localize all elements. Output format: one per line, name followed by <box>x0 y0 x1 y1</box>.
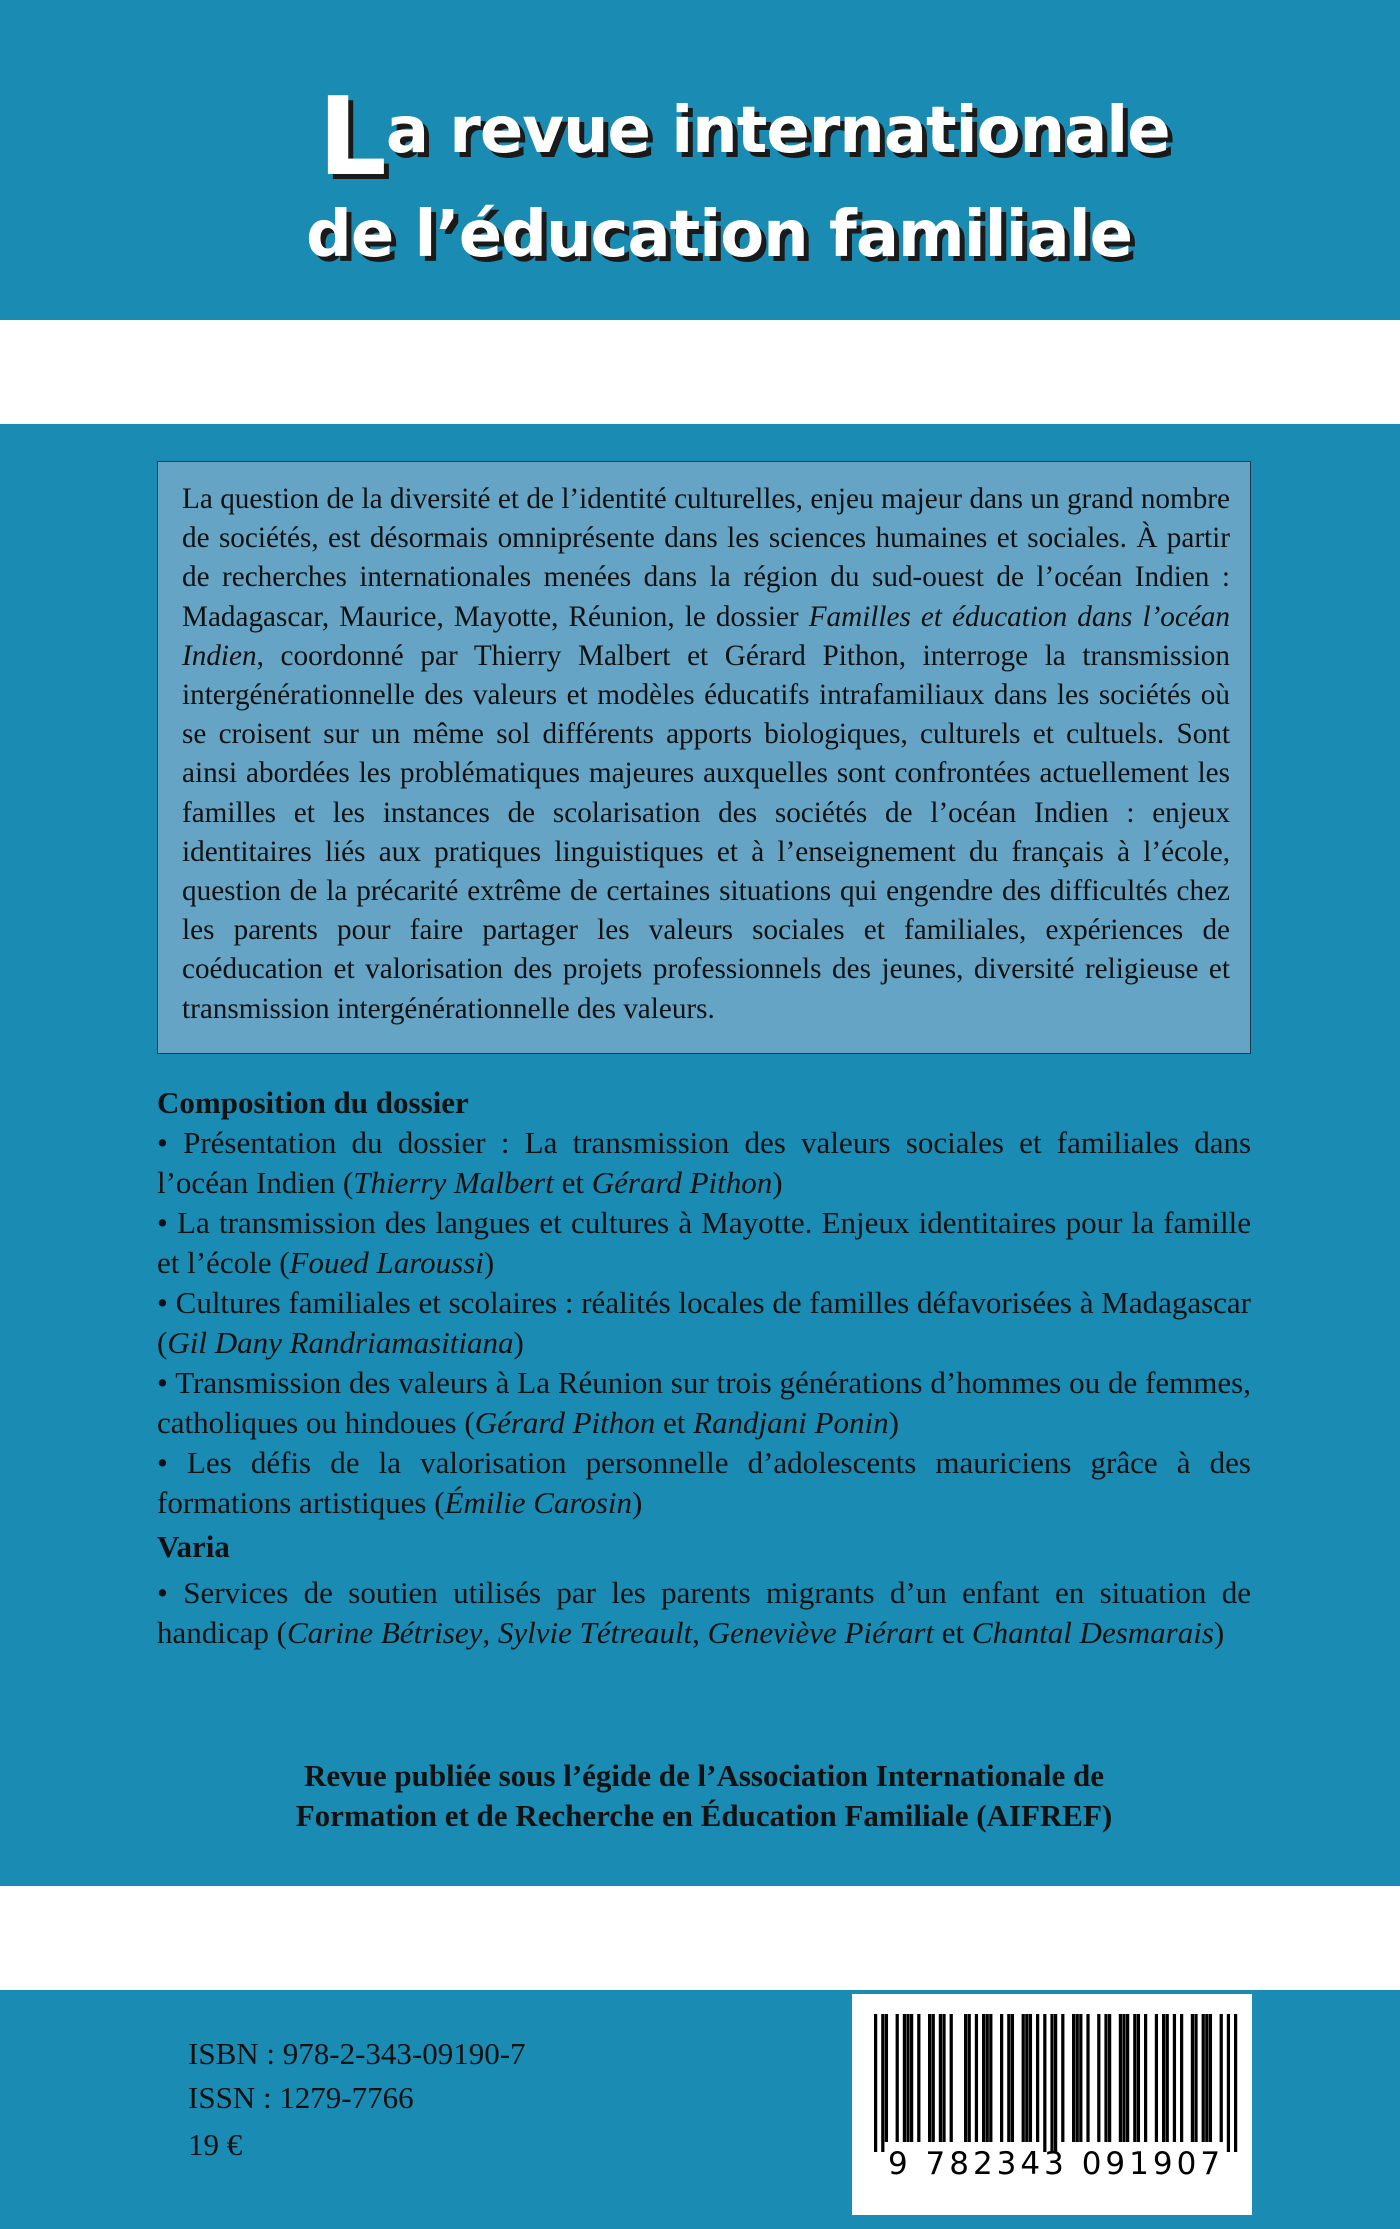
barcode-bar <box>982 2014 985 2142</box>
isbn-text: ISBN : 978-2-343-09190-7 <box>188 2036 526 2071</box>
barcode-bar <box>1108 2014 1111 2142</box>
list-item <box>157 1363 1251 1443</box>
barcode-bar <box>1072 2014 1075 2142</box>
item-author: Foued Laroussi <box>289 1245 484 1280</box>
barcode-bar <box>1029 2014 1032 2142</box>
barcode-bar <box>1137 2014 1140 2142</box>
barcode-bar <box>1122 2014 1125 2142</box>
barcode-bar <box>932 2014 935 2142</box>
title-initial: L <box>318 75 386 200</box>
bullet: • <box>157 1285 168 1320</box>
barcode-bar <box>989 2014 992 2142</box>
item-author: Chantal Desmarais <box>971 1615 1214 1650</box>
barcode-bar <box>881 2014 884 2152</box>
item-author: Émilie Carosin <box>444 1485 633 1520</box>
barcode-bar <box>1209 2014 1212 2142</box>
barcode-bar <box>1104 2014 1107 2142</box>
barcode-bar <box>1173 2014 1176 2142</box>
abstract-part-1: La question de la diversité et de l’identité culturelles, enjeu majeur dans un grand nombre de sociétés, est désormais omniprésente dans les sciences humaines et sociales. À partir de recherches internationales menées dans la région du sud-ouest de l’océan Indien : Madagascar, Maurice, Mayotte, Réunion, le dossier <box>182 483 1230 633</box>
barcode-bar <box>1025 2014 1028 2142</box>
barcode-bar <box>1076 2014 1079 2142</box>
barcode-bar <box>1097 2014 1100 2142</box>
barcode-bar <box>1166 2014 1169 2142</box>
item-author: Geneviève Piérart <box>707 1615 935 1650</box>
item-end: ) <box>513 1325 524 1360</box>
barcode-bar <box>1126 2014 1129 2142</box>
barcode-bar <box>1133 2014 1136 2142</box>
barcode-bar <box>1227 2014 1230 2152</box>
barcode-bar <box>874 2014 877 2152</box>
item-text: Transmission des valeurs à La Réunion sur trois générations d’hommes ou de femmes, catholiques ou hindoues ( <box>157 1365 1251 1440</box>
dossier-title: Familles et éducation dans l’océan Indien <box>182 600 1230 672</box>
barcode-bar <box>903 2014 906 2142</box>
item-sep: , <box>692 1615 708 1650</box>
price-text: 19 € <box>188 2127 243 2162</box>
item-end: ) <box>632 1485 643 1520</box>
item-join: et <box>553 1165 592 1200</box>
barcode-bar <box>1050 2014 1053 2152</box>
barcode-bar <box>910 2014 913 2142</box>
issn-text: ISSN : 1279-7766 <box>188 2080 414 2115</box>
barcode-bar <box>1043 2014 1046 2152</box>
barcode-bar <box>939 2014 942 2142</box>
barcode-bar <box>928 2014 931 2142</box>
bullet: • <box>157 1205 168 1240</box>
barcode <box>852 1994 1252 2215</box>
item-text: Cultures familiales et scolaires : réalités locales de familles défavorisées à Madagascar ( <box>157 1285 1251 1360</box>
bullet: • <box>157 1365 168 1400</box>
abstract-box <box>157 461 1251 1054</box>
item-text: Les défis de la valorisation personnelle d’adolescents mauriciens grâce à des formations artistiques ( <box>157 1445 1251 1520</box>
barcode-bar <box>1205 2014 1208 2142</box>
barcode-bar <box>964 2014 967 2142</box>
list-item <box>157 1443 1251 1523</box>
barcode-bar <box>1162 2014 1165 2142</box>
barcode-bar <box>968 2014 971 2142</box>
barcode-bar <box>1144 2014 1147 2142</box>
barcode-bar <box>1180 2014 1183 2142</box>
sponsor-line-2: Formation et de Recherche en Éducation Familiale (AIFREF) <box>295 1798 1113 1833</box>
item-text: Services de soutien utilisés par les parents migrants d’un enfant en situation de handicap ( <box>157 1575 1251 1650</box>
barcode-bar <box>1234 2014 1237 2152</box>
barcode-bar <box>1011 2014 1014 2142</box>
title-line-1-text: a revue internationale <box>385 94 1170 168</box>
barcode-bar <box>986 2014 989 2142</box>
barcode-bar <box>1054 2014 1057 2152</box>
title-line-2: de l’éducation familiale <box>306 198 1133 272</box>
barcode-bar <box>1202 2014 1205 2142</box>
table-of-contents <box>157 1083 1251 1653</box>
barcode-bar <box>906 2014 909 2142</box>
barcode-bar <box>1086 2014 1089 2142</box>
item-author: Randjani Ponin <box>693 1405 889 1440</box>
barcode-bar <box>975 2014 978 2142</box>
item-author: Thierry Malbert <box>353 1165 554 1200</box>
barcode-bar <box>1007 2014 1010 2142</box>
list-item <box>157 1283 1251 1363</box>
bullet: • <box>157 1575 168 1610</box>
item-author: Gérard Pithon <box>591 1165 773 1200</box>
item-end: ) <box>483 1245 495 1280</box>
barcode-bar <box>1000 2014 1003 2142</box>
item-end: ) <box>1213 1615 1225 1650</box>
bullet: • <box>157 1445 168 1480</box>
barcode-bar <box>1119 2014 1122 2142</box>
barcode-bar <box>1155 2014 1158 2142</box>
item-text: Présentation du dossier : La transmission des valeurs sociales et familiales dans l’océan Indien ( <box>157 1125 1252 1200</box>
sponsor-line-1: Revue publiée sous l’égide de l’Association Internationale de <box>304 1758 1104 1793</box>
list-item <box>157 1573 1251 1653</box>
varia-heading: Varia <box>157 1529 230 1564</box>
title-line-1 <box>318 62 1170 200</box>
item-author: Gérard Pithon <box>474 1405 656 1440</box>
composition-heading: Composition du dossier <box>157 1085 469 1120</box>
item-end: ) <box>888 1405 899 1440</box>
item-join: et <box>655 1405 694 1440</box>
item-author: Sylvie Tétreault <box>497 1615 693 1650</box>
item-author: Gil Dany Randriamasitiana <box>167 1325 514 1360</box>
item-author: Carine Bétrisey <box>286 1615 483 1650</box>
barcode-bar <box>1061 2014 1064 2142</box>
barcode-bar <box>1079 2014 1082 2142</box>
abstract-part-2: , coordonné par Thierry Malbert et Gérard Pithon, interroge la transmission intergénérationnelle des valeurs et modèles éducatifs intrafamiliaux dans les sociétés où se croisent sur un même sol différents apports biologiques, culturels et cultuels. Sont ainsi abordées les problématiques majeures auxquelles sont confrontées actuellement les familles et les instances de scolarisation des sociétés de l’océan Indien : enjeux identitaires liés aux pratiques linguistiques et à l’enseignement du français à l’école, question de la précarité extrême de certaines situations qui engendre des difficultés chez les parents pour faire partager les valeurs sociales et familiales, expériences de coéducation et valorisation des projets professionnels des jeunes, diversité religieuse et transmission intergénérationnelle des valeurs. <box>182 639 1230 1025</box>
barcode-bar <box>1220 2014 1223 2142</box>
barcode-bar <box>885 2014 888 2142</box>
list-item <box>157 1123 1251 1203</box>
barcode-bar <box>942 2014 945 2142</box>
item-sep: , <box>482 1615 498 1650</box>
barcode-bar <box>1194 2014 1197 2142</box>
item-join: et <box>934 1615 972 1650</box>
barcode-bar <box>1191 2014 1194 2142</box>
barcode-bar <box>1022 2014 1025 2142</box>
barcode-digits: 9 782343 091907 <box>887 2146 1225 2182</box>
abstract-text <box>182 480 1230 1029</box>
sponsor-statement <box>157 1756 1251 1836</box>
bullet: • <box>157 1125 168 1160</box>
barcode-bar <box>950 2014 953 2142</box>
barcode-bar <box>1036 2014 1039 2142</box>
item-end: ) <box>772 1165 783 1200</box>
barcode-bar <box>896 2014 899 2142</box>
barcode-bar <box>917 2014 920 2142</box>
list-item <box>157 1203 1251 1283</box>
item-text: La transmission des langues et cultures à Mayotte. Enjeux identitaires pour la famille et l’école ( <box>157 1205 1251 1280</box>
